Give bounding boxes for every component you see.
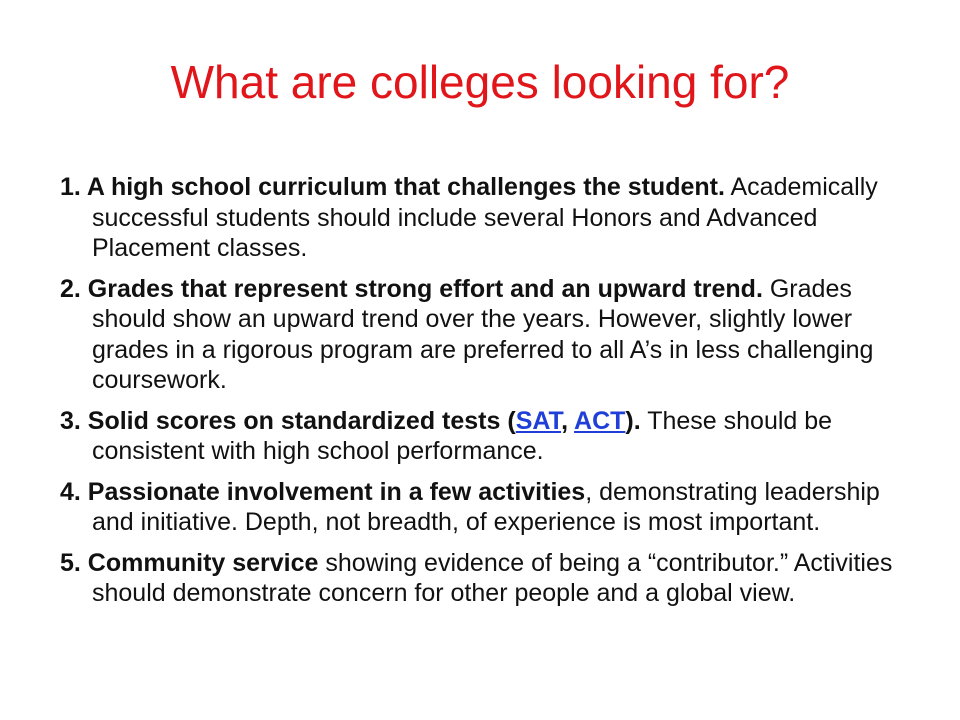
list-item-5	[60, 548, 920, 609]
list-item-2	[60, 274, 920, 396]
item-5-lead: 5. Community service	[60, 548, 319, 577]
act-link[interactable]: ACT	[574, 406, 626, 435]
item-2-lead: 2. Grades that represent strong effort and an upward trend.	[60, 274, 763, 303]
item-3-lead	[60, 407, 641, 435]
list-item-3	[60, 406, 920, 467]
list-item-4	[60, 477, 920, 538]
slide-title: What are colleges looking for?	[170, 56, 790, 108]
item-4-text: , demonstrating leadership and initiative. Depth, not breadth, of experience is most important.	[92, 477, 880, 536]
item-1-lead: 1. A high school curriculum that challenges the student.	[60, 173, 725, 201]
list-item-1	[60, 172, 920, 264]
item-3-lead-suffix: ).	[625, 406, 641, 435]
sat-link[interactable]: SAT	[515, 406, 562, 435]
item-3-separator: ,	[561, 406, 575, 435]
item-4-lead: 4. Passionate involvement in a few activities	[60, 477, 586, 506]
item-3-text: These should be consistent with high school performance.	[92, 406, 833, 465]
item-2-text: Grades should show an upward trend over the years. However, slightly lower grades in a rigorous program are preferred to all A’s in less challenging coursework.	[92, 274, 874, 394]
item-3-lead-prefix: 3. Solid scores on standardized tests (	[60, 406, 516, 435]
item-1-text: Academically successful students should include several Honors and Advanced Placement classes.	[92, 173, 878, 262]
slide-body	[60, 172, 920, 619]
item-5-text: showing evidence of being a “contributor.” Activities should demonstrate concern for other people and a global view.	[92, 548, 893, 607]
